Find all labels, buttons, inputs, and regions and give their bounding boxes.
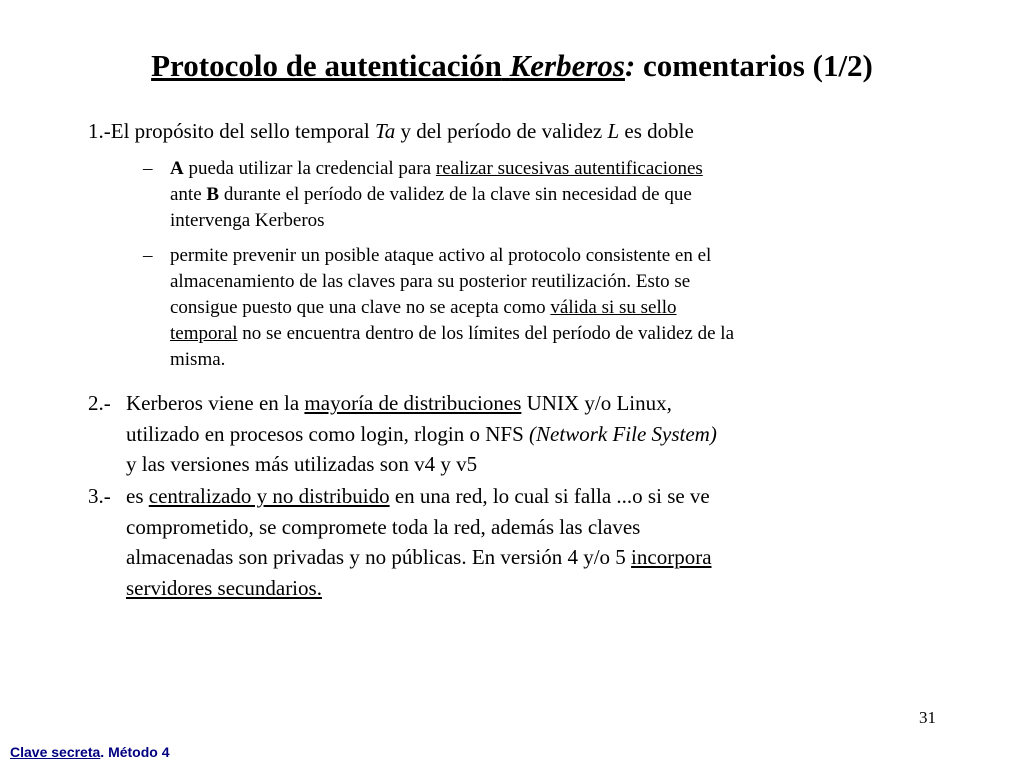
title-kerberos: Kerberos <box>509 48 625 83</box>
sub-item-1 <box>143 156 943 236</box>
sub-item-2-text: permite prevenir un posible ataque activo al protocolo consistente en el almacenamiento de las claves para su posterior reutilización. Esto se consigue puesto que una clave no se acepta como válida si su sello temporal no se encuentra dentro de los límites del período de validez de la misma. <box>170 245 734 370</box>
item-number: 3.- <box>88 484 111 508</box>
title-underlined-part: Protocolo de autenticación Kerberos <box>151 48 625 83</box>
sub-item-1-text: A pueda utilizar la credencial para realizar sucesivas autentificaciones ante B durante el período de validez de la clave sin necesidad de que intervenga Kerberos <box>170 158 703 231</box>
footer-link-clave-secreta[interactable]: Clave secreta <box>10 744 101 760</box>
list-item-3 <box>88 481 968 606</box>
list-item-2 <box>88 388 968 483</box>
slide-title: Protocolo de autenticación Kerberos: comentarios (1/2) <box>151 48 873 83</box>
footer-method: . Método 4 <box>100 744 170 760</box>
footer-navigation <box>10 744 170 760</box>
title-suffix: comentarios (1/2) <box>635 48 873 83</box>
dash-bullet: – <box>143 245 153 266</box>
item-number: 2.- <box>88 391 111 415</box>
ta-term: Ta <box>374 119 396 143</box>
list-item-1: 1.-El propósito del sello temporal Ta y del período de validez L es doble <box>88 119 694 143</box>
l-term: L <box>607 119 620 143</box>
dash-bullet: – <box>143 158 153 179</box>
list-item-2-text: Kerberos viene en la mayoría de distribuciones UNIX y/o Linux, utilizado en procesos como login, rlogin o NFS (Network File System) y las versiones más utilizadas son v4 y v5 <box>126 391 717 476</box>
page-number: 31 <box>919 708 936 727</box>
sub-item-2 <box>143 243 943 377</box>
list-item-3-text: es centralizado y no distribuido en una red, lo cual si falla ...o si se ve comprometido, se compromete toda la red, además las claves almacenadas son privadas y no públicas. En versión 4 y/o 5 incorpora servidores secundarios. <box>126 484 712 600</box>
